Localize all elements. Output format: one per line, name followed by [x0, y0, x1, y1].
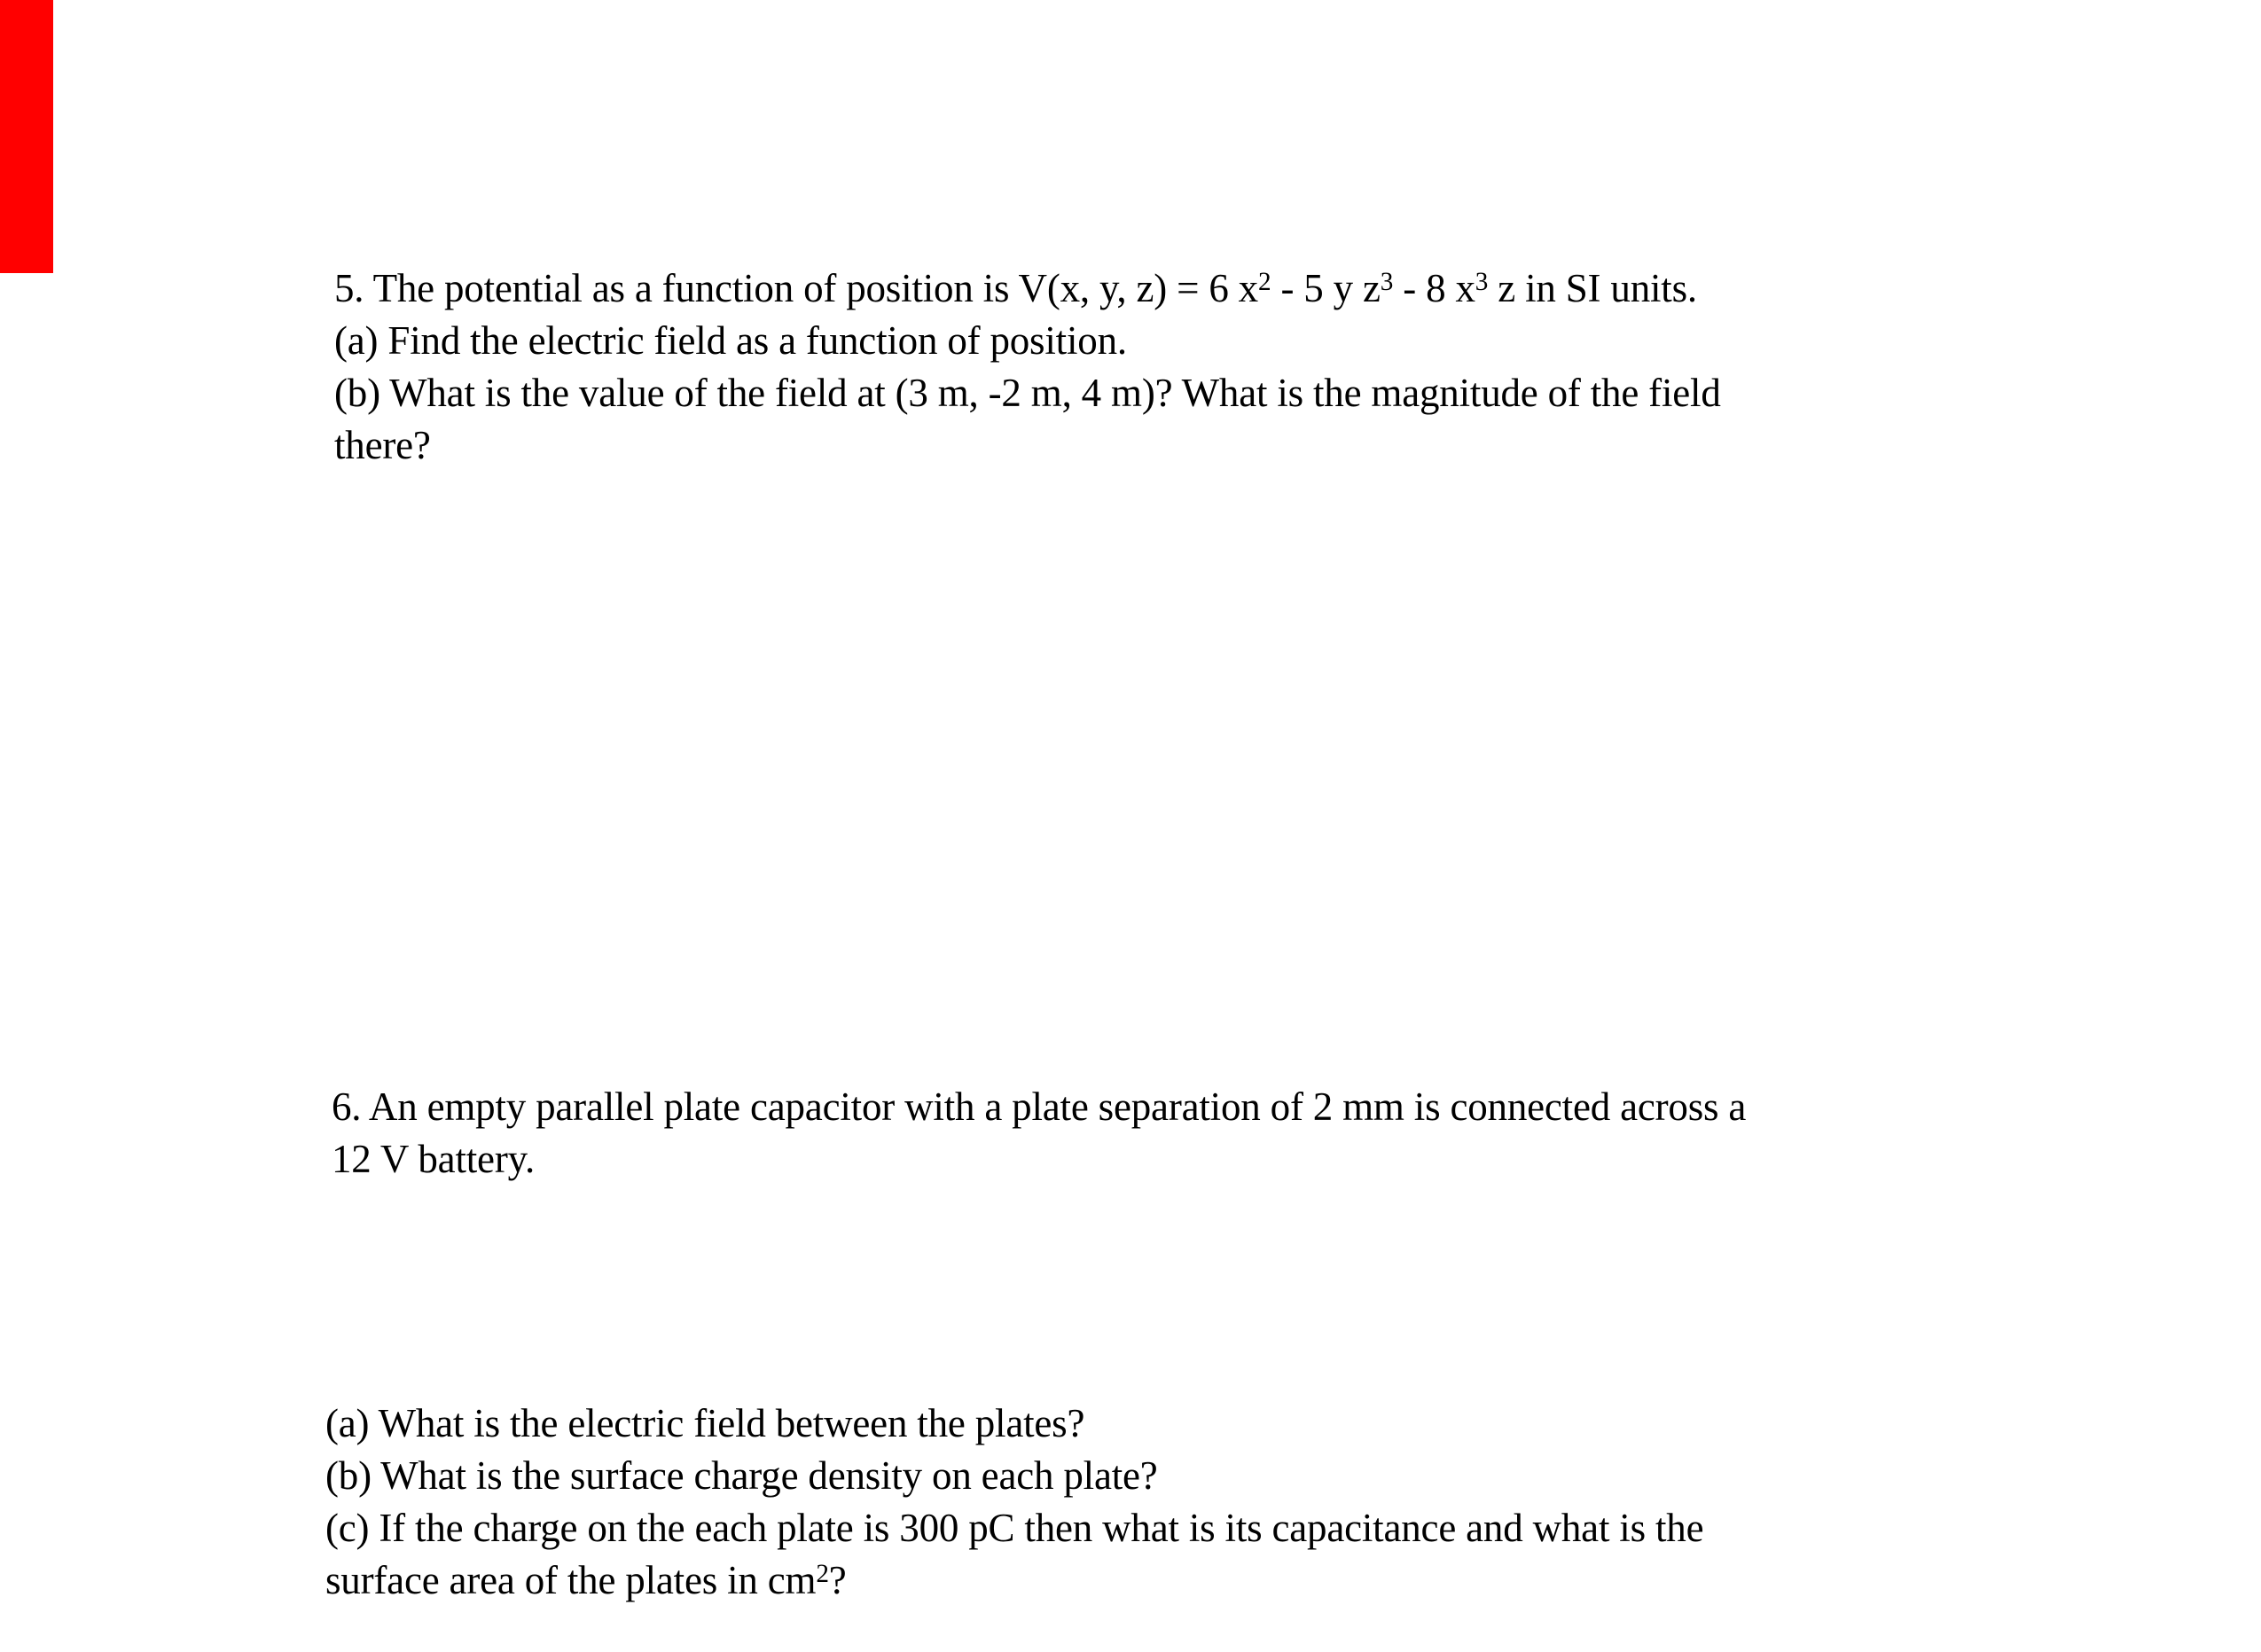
problem-5-text — [334, 262, 1721, 472]
text-line: 12 V battery. — [332, 1137, 536, 1181]
problem-6-text — [332, 1081, 1746, 1186]
text-line: there? — [334, 423, 431, 467]
text-line: 5. The potential as a function of position is V(x, y, z) = 6 $x^2 - 5$ y $z^3 - 8$ $x^3$ z in SI units. — [334, 266, 1697, 310]
red-margin-marker — [0, 0, 53, 273]
text-line: (a) What is the electric field between the plates? — [325, 1401, 1085, 1445]
text-line: (b) What is the surface charge density on each plate? — [325, 1453, 1158, 1498]
text-line: (a) Find the electric field as a function of position. — [334, 318, 1127, 363]
text-line: surface area of the plates in $cm^2$? — [325, 1558, 847, 1602]
text-line: (b) What is the value of the field at (3 m, -2 m, 4 m)? What is the magnitude of the field — [334, 371, 1721, 415]
text-line: 6. An empty parallel plate capacitor with a plate separation of 2 mm is connected across a — [332, 1084, 1747, 1129]
problem-6-parts-text — [325, 1398, 1703, 1607]
text-line: (c) If the charge on the each plate is 300 pC then what is its capacitance and what is the — [325, 1506, 1704, 1550]
